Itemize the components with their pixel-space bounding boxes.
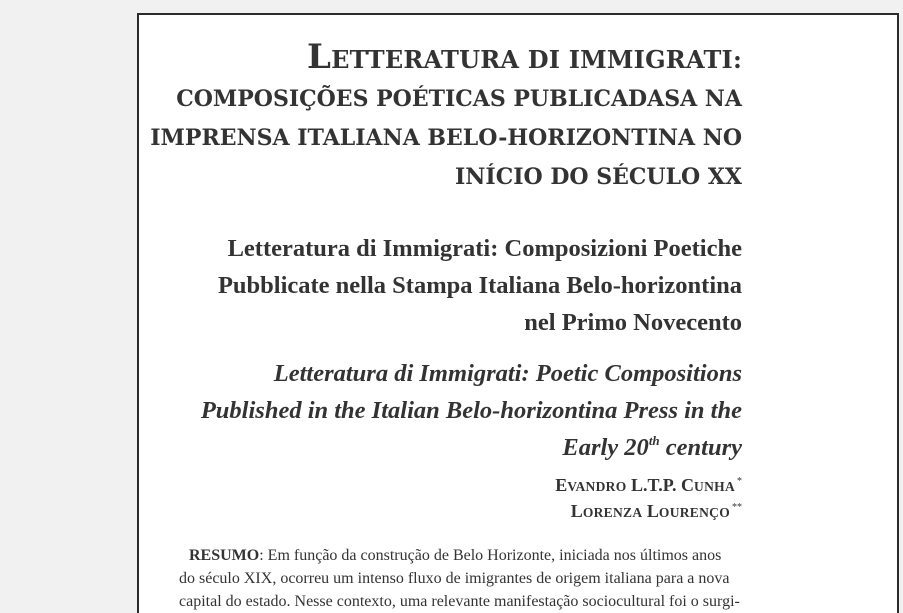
italian-title	[122, 230, 742, 341]
author-2-initial: L	[570, 501, 583, 521]
author-2-surname-initial: L	[646, 501, 659, 521]
abstract	[179, 544, 744, 613]
italian-title-line-3: nel Primo Novecento	[524, 309, 742, 336]
author-1-surname: UNHA	[694, 479, 735, 494]
title-drop-cap: L	[307, 37, 332, 77]
author-1-firstname: VANDRO	[567, 479, 627, 494]
english-title-line-3-b: century	[659, 434, 742, 461]
abstract-line-3: capital do estado. Nesse contexto, uma relevante manifestação sociocultural foi o surgi-	[179, 593, 740, 610]
title-line-2: COMPOSIÇÕES POÉTICAS PUBLICADASA NA	[176, 86, 742, 112]
abstract-label: RESUMO	[189, 547, 260, 564]
ordinal-superscript: th	[648, 433, 660, 448]
abstract-line-1	[179, 544, 744, 567]
document-page	[137, 13, 899, 613]
author-1-middle: L.T.P.	[626, 475, 682, 495]
abstract-line-2: do século XIX, ocorreu um intenso fluxo de imigrantes de origem italiana para a nova	[179, 570, 730, 587]
title-line-3: IMPRENSA ITALIANA BELO-HORIZONTINA NO	[150, 125, 742, 151]
title-line-1	[142, 37, 742, 80]
english-title-line-3-a: Early 20	[562, 434, 649, 461]
author-1-initial: E	[555, 475, 568, 495]
author-list	[342, 473, 742, 525]
italian-title-line-2: Pubblicate nella Stampa Italiana Belo-horizontina	[217, 272, 742, 299]
author-2-firstname: ORENZA	[582, 505, 643, 520]
english-title-line-3	[122, 429, 742, 466]
author-2	[342, 499, 742, 525]
english-title	[122, 355, 742, 466]
author-2-footnote-mark[interactable]: **	[732, 502, 742, 513]
author-1-surname-initial: C	[681, 475, 695, 495]
italian-title-line-1: Letteratura di Immigrati: Composizioni Poetiche	[227, 235, 742, 262]
author-1-footnote-mark[interactable]: *	[737, 476, 742, 487]
article-title	[142, 37, 742, 197]
abstract-line-1-text: : Em função da construção de Belo Horizonte, iniciada nos últimos anos	[259, 547, 722, 564]
title-line-1-rest: ETTERATURA DI IMMIGRATI:	[331, 45, 742, 74]
title-line-4: INÍCIO DO SÉCULO XX	[455, 164, 742, 190]
author-1	[342, 473, 742, 499]
english-title-line-1: Letteratura di Immigrati: Poetic Compositions	[273, 360, 742, 387]
author-2-surname: OURENÇO	[658, 505, 730, 520]
english-title-line-2: Published in the Italian Belo-horizontina Press in the	[200, 397, 742, 424]
